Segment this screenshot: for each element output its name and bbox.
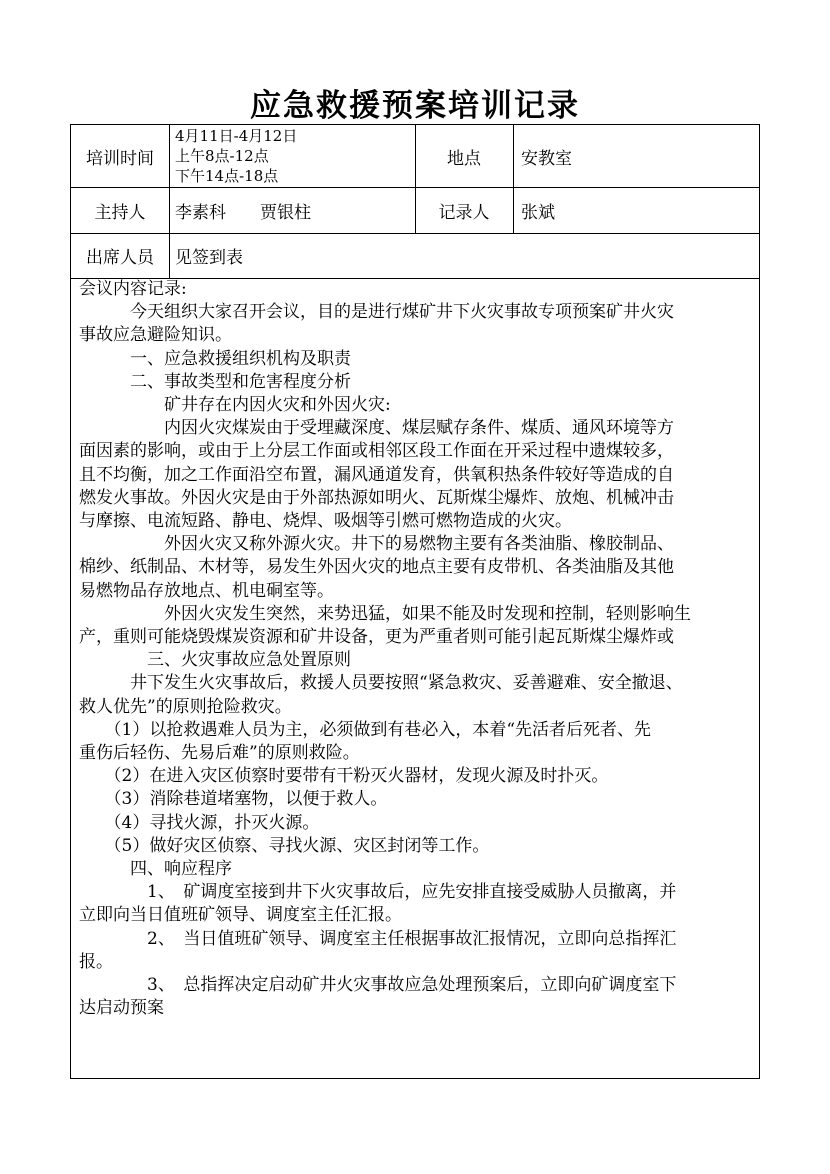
content-line: 三、火灾事故应急处置原则 <box>79 650 351 671</box>
content-line: 井下发生火灾事故后，救援人员要按照“紧急救灾、妥善避难、安全撤退、 <box>79 673 683 694</box>
host-value: 李素科 贾银柱 <box>175 202 311 223</box>
content-line: 与摩擦、电流短路、静电、烧焊、吸烟等引燃可燃物造成的火灾。 <box>79 511 572 532</box>
content-line: 外因火灾又称外源火灾。井下的易燃物主要有各类油脂、橡胶制品、 <box>79 534 674 555</box>
time-line: 下午14点-18点 <box>175 167 279 185</box>
content-line: 会议内容记录: <box>79 279 187 299</box>
attendees-value: 见签到表 <box>175 248 243 268</box>
column-divider <box>513 125 514 233</box>
content-line: （4）寻找火源，扑灭火源。 <box>79 812 320 833</box>
content-line: 产，重则可能烧毁煤炭资源和矿井设备，更为严重者则可能引起瓦斯煤尘爆炸或 <box>79 627 674 648</box>
content-line: （3）消除巷道堵塞物，以便于救人。 <box>79 789 388 810</box>
recorder-label: 记录人 <box>438 202 490 223</box>
content-line: 救人优先”的原则抢险救灾。 <box>79 696 292 717</box>
training-time-value <box>175 126 297 186</box>
content-line: 外因火灾发生突然，来势迅猛，如果不能及时发现和控制，轻则影响生 <box>79 603 691 624</box>
content-line: 一、应急救援组织机构及职责 <box>79 348 351 369</box>
content-line: （1）以抢救遇难人员为主，必须做到有巷必入，本着“先活者后死者、先 <box>79 719 652 740</box>
content-line: 报。 <box>79 951 113 972</box>
training-time-label: 培训时间 <box>86 148 154 169</box>
content-line: 四、响应程序 <box>79 859 232 880</box>
content-line: 今天组织大家召开会议，目的是进行煤矿井下火灾事故专项预案矿井火灾 <box>79 302 674 323</box>
recorder-value: 张斌 <box>521 202 555 223</box>
column-divider <box>169 125 170 278</box>
content-line: 矿井存在内因火灾和外因火灾: <box>79 395 391 416</box>
time-line: 4月11日-4月12日 <box>175 127 298 145</box>
content-line: 内因火灾煤炭由于受埋藏深度、煤层赋存条件、煤质、通风环境等方 <box>79 418 674 439</box>
record-table <box>70 124 760 1079</box>
content-line: 达启动预案 <box>79 998 164 1019</box>
content-line: 2、 当日值班矿领导、调度室主任根据事故汇报情况，立即向总指挥汇 <box>79 928 677 949</box>
content-line: 棉纱、纸制品、木材等，易发生外因火灾的地点主要有皮带机、各类油脂及其他 <box>79 557 674 578</box>
host-label: 主持人 <box>94 202 146 223</box>
location-value: 安教室 <box>521 148 572 169</box>
location-label: 地点 <box>447 148 481 169</box>
content-line: 事故应急避险知识。 <box>79 325 232 346</box>
content-line: （2）在进入灾区侦察时要带有干粉灭火器材，发现火源及时扑灭。 <box>79 766 609 787</box>
content-line: 燃发火事故。外因火灾是由于外部热源如明火、瓦斯煤尘爆炸、放炮、机械冲击 <box>79 487 674 508</box>
document-title: 应急救援预案培训记录 <box>250 88 580 124</box>
content-line: （5）做好灾区侦察、寻找火源、灾区封闭等工作。 <box>79 835 490 856</box>
attendees-label: 出席人员 <box>86 248 154 268</box>
content-line: 且不均衡，加之工作面沿空布置，漏风通道发育，供氧积热条件较好等造成的自 <box>79 464 674 485</box>
content-line: 立即向当日值班矿领导、调度室主任汇报。 <box>79 905 402 926</box>
content-line: 面因素的影响，或由于上分层工作面或相邻区段工作面在开采过程中遗煤较多， <box>79 441 674 462</box>
time-line: 上午8点-12点 <box>175 147 269 165</box>
content-line: 二、事故类型和危害程度分析 <box>79 371 351 392</box>
content-line: 重伤后轻伤、先易后难”的原则救险。 <box>79 743 360 764</box>
content-line: 3、 总指挥决定启动矿井火灾事故应急处理预案后，立即向矿调度室下 <box>79 975 677 996</box>
content-line: 1、 矿调度室接到井下火灾事故后，应先安排直接受威胁人员撤离，并 <box>79 882 677 903</box>
content-line: 易燃物品存放地点、机电硐室等。 <box>79 580 334 601</box>
meeting-content <box>71 278 759 1021</box>
